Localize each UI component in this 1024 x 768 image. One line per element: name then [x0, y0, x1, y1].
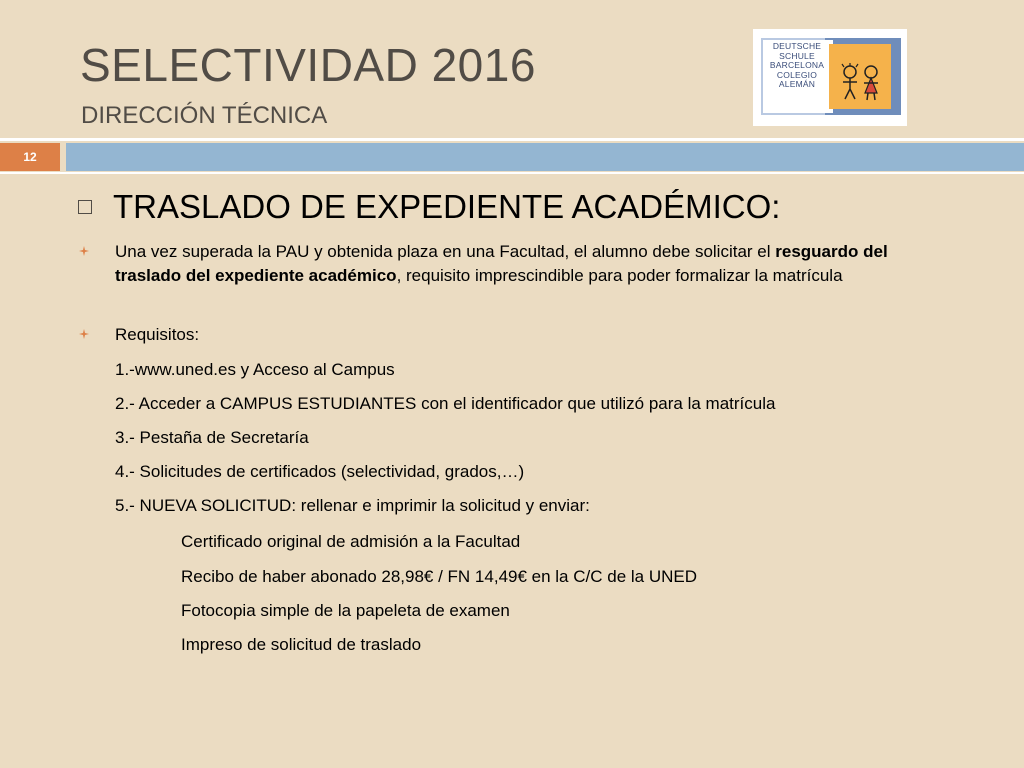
slide-subtitle: DIRECCIÓN TÉCNICA: [81, 102, 328, 129]
school-logo: [753, 29, 907, 126]
header-divider-bottom: [0, 172, 1024, 174]
section-heading: [78, 188, 780, 226]
list-item: [79, 323, 925, 347]
traslado-description: Una vez superada la PAU y obtenida plaza en una Facultad, el alumno debe solicitar el resguardo del traslado del expediente académico, requisito imprescindible para poder formalizar la matrícula: [115, 242, 888, 285]
header-accent-bar: [66, 143, 1024, 171]
step-item: 5.- NUEVA SOLICITUD: rellenar e imprimir la solicitud y enviar:: [115, 496, 590, 515]
header-divider-top: [0, 138, 1024, 141]
heading-text: TRASLADO DE EXPEDIENTE ACADÉMICO:: [113, 188, 781, 225]
slide-title: SELECTIVIDAD 2016: [80, 39, 536, 91]
list-item: [79, 240, 925, 288]
step-item: 3.- Pestaña de Secretaría: [115, 428, 309, 447]
diamond-bullet-icon: [79, 246, 89, 256]
document-item: Fotocopia simple de la papeleta de examen: [181, 601, 510, 620]
document-item: Recibo de haber abonado 28,98€ / FN 14,49€ en la C/C de la UNED: [181, 567, 697, 586]
slide-number: 12: [0, 143, 60, 171]
children-drawing-icon: [837, 63, 887, 103]
diamond-bullet-icon: [79, 329, 89, 339]
square-bullet-icon: [78, 200, 92, 214]
step-item: 1.-www.uned.es y Acceso al Campus: [115, 360, 395, 379]
document-item: Certificado original de admisión a la Facultad: [181, 532, 521, 551]
logo-text: DEUTSCHE SCHULE BARCELONA COLEGIO ALEMÁN: [769, 41, 825, 89]
requisitos-label: Requisitos:: [115, 325, 200, 344]
document-item: Impreso de solicitud de traslado: [181, 635, 422, 654]
step-item: 4.- Solicitudes de certificados (selectividad, grados,…): [115, 462, 525, 481]
step-item: 2.- Acceder a CAMPUS ESTUDIANTES con el identificador que utilizó para la matrícula: [115, 394, 776, 413]
